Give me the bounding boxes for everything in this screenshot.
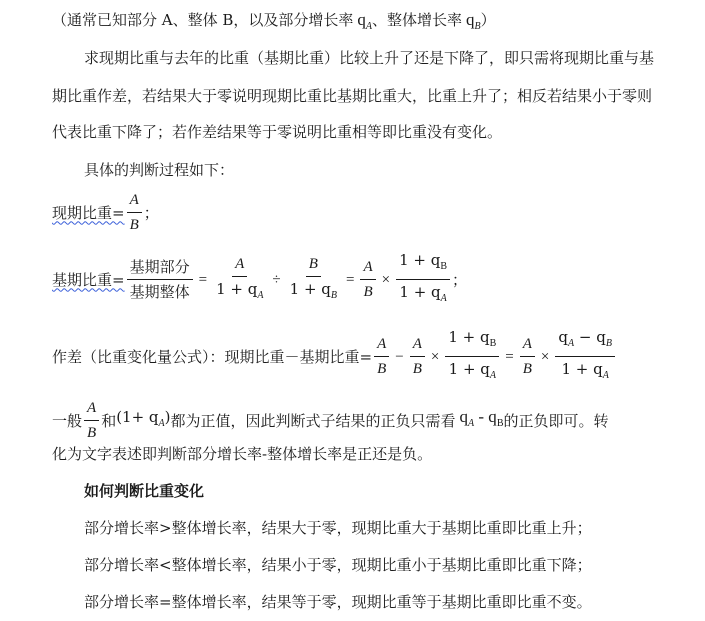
- current-tail: ；: [143, 203, 159, 222]
- q-symbol: q: [466, 10, 475, 29]
- numerator-text: 1 + q: [448, 328, 490, 346]
- fraction-denominator: B: [363, 284, 373, 300]
- fraction-denominator: B: [522, 361, 532, 377]
- subscript: B: [496, 418, 504, 429]
- subscript: A: [568, 338, 575, 349]
- subscript: A: [468, 418, 475, 429]
- fraction-denominator: [396, 280, 449, 309]
- subscript: B: [605, 338, 612, 349]
- fraction-numerator: [445, 327, 499, 357]
- intro-sep: 、整体增长率: [372, 11, 463, 29]
- diff-label: 作差（比重变化量公式）：现期比重－基期比重=: [52, 347, 373, 366]
- numerator-mid: − q: [574, 328, 606, 346]
- subscript: B: [440, 261, 448, 272]
- subscript: A: [489, 370, 496, 381]
- fraction-denominator: B: [412, 361, 422, 377]
- current-label: 现期比重=: [52, 203, 125, 222]
- fraction-denominator: [446, 357, 499, 386]
- base-fraction-5: [396, 250, 450, 309]
- denominator-text: 1 + q: [561, 360, 603, 378]
- fraction-numerator: A: [232, 254, 247, 277]
- base-fraction-4: [360, 257, 375, 302]
- diff-fraction-5: [555, 327, 615, 386]
- numerator-text: q: [558, 328, 568, 346]
- diff-fraction-2: [410, 334, 425, 379]
- denominator-text: 1 + q: [216, 279, 258, 298]
- subscript-b: B: [474, 21, 481, 32]
- rule-item: 部分增长率<整体增长率，结果小于零，现期比重小于基期比重即比重下降；: [84, 556, 592, 574]
- diff-fraction-3: [445, 327, 499, 386]
- fraction-numerator: [555, 327, 615, 357]
- minus-sign: −: [395, 348, 404, 365]
- subscript-a: A: [365, 21, 373, 32]
- general-and: 和: [101, 411, 117, 430]
- denominator-text: 1 + q: [289, 279, 331, 298]
- subscript: B: [489, 338, 497, 349]
- fraction-denominator: [213, 277, 266, 306]
- subscript: A: [602, 370, 609, 381]
- fraction-numerator: A: [410, 334, 425, 357]
- fraction-denominator: [287, 277, 340, 306]
- base-label: 基期比重=: [52, 270, 125, 289]
- fraction-denominator: 基期整体: [129, 283, 190, 301]
- rule-item: 部分增长率>整体增长率，结果大于零，现期比重大于基期比重即比重上升；: [84, 519, 592, 537]
- equals-sign: =: [505, 348, 514, 365]
- times-sign: ×: [540, 348, 550, 365]
- diff-formula: [52, 327, 617, 386]
- denominator-text: 1 + q: [448, 360, 490, 378]
- general-fraction: [84, 398, 99, 443]
- equals-sign: =: [346, 271, 355, 288]
- base-formula: [52, 250, 467, 309]
- paren-close: ): [164, 408, 171, 426]
- rule-item: 部分增长率=整体增长率，结果等于零，现期比重等于基期比重即比重不变。: [84, 593, 592, 611]
- intro-line: [52, 10, 496, 37]
- numerator-text: 1 + q: [399, 251, 441, 269]
- times-sign: ×: [381, 271, 391, 288]
- q-minus: - q: [474, 407, 497, 426]
- fraction-numerator: A: [84, 398, 99, 421]
- denominator-text: 1 + q: [399, 283, 441, 301]
- general-line2: 化为文字表述即判断部分增长率-整体增长率是正还是负。: [52, 445, 433, 463]
- fraction-numerator: [396, 250, 450, 280]
- general-mid: 都为正值，因此判断式子结果的正负只需看: [170, 411, 456, 430]
- subscript: A: [158, 418, 165, 429]
- fraction-numerator: A: [520, 334, 535, 357]
- q-symbol: q: [357, 10, 366, 29]
- times-sign: ×: [430, 348, 440, 365]
- fraction-numerator: A: [360, 257, 375, 280]
- base-tail: ；: [452, 270, 468, 289]
- fraction-denominator: [558, 357, 611, 386]
- current-fraction: [127, 190, 142, 235]
- diff-fraction-1: [374, 334, 389, 379]
- fraction-numerator: A: [127, 190, 142, 213]
- q-symbol: q: [459, 407, 469, 426]
- general-q-diff: [460, 407, 504, 434]
- equals-sign: =: [198, 271, 208, 288]
- fraction-denominator: B: [129, 217, 139, 233]
- base-fraction-3: [287, 254, 340, 306]
- section-heading: 如何判断比重变化: [84, 482, 205, 500]
- intro-suffix: ）: [480, 11, 496, 29]
- process-label: 具体的判断过程如下：: [84, 161, 235, 179]
- base-fraction-1: [127, 257, 193, 302]
- subscript: A: [440, 293, 447, 304]
- fraction-numerator: 基期部分: [127, 257, 193, 280]
- current-formula: [52, 190, 159, 235]
- base-fraction-2: [213, 254, 266, 306]
- paren-open: (1+ q: [116, 408, 159, 426]
- para1-line1: 求现期比重与去年的比重（基期比重）比较上升了还是下降了，即只需将现期比重与基: [84, 49, 655, 67]
- fraction-numerator: A: [374, 334, 389, 357]
- general-line1: [52, 398, 609, 443]
- intro-prefix: （通常已知部分 A、整体 B，以及部分增长率: [52, 11, 354, 29]
- subscript: B: [330, 289, 338, 301]
- general-paren: [116, 407, 170, 434]
- para1-line2: 期比重作差，若结果大于零说明现期比重比基期比重大，比重上升了；相反若结果小于零则: [52, 87, 653, 105]
- diff-fraction-4: [520, 334, 535, 379]
- fraction-numerator: B: [306, 254, 321, 277]
- general-prefix: 一般: [52, 411, 83, 430]
- fraction-denominator: B: [87, 425, 97, 441]
- general-end: 的正负即可。转: [503, 411, 609, 430]
- divide-sign: ÷: [272, 271, 281, 288]
- para1-line3: 代表比重下降了；若作差结果等于零说明比重相等即比重没有变化。: [52, 123, 503, 141]
- subscript: A: [257, 289, 264, 301]
- fraction-denominator: B: [377, 361, 387, 377]
